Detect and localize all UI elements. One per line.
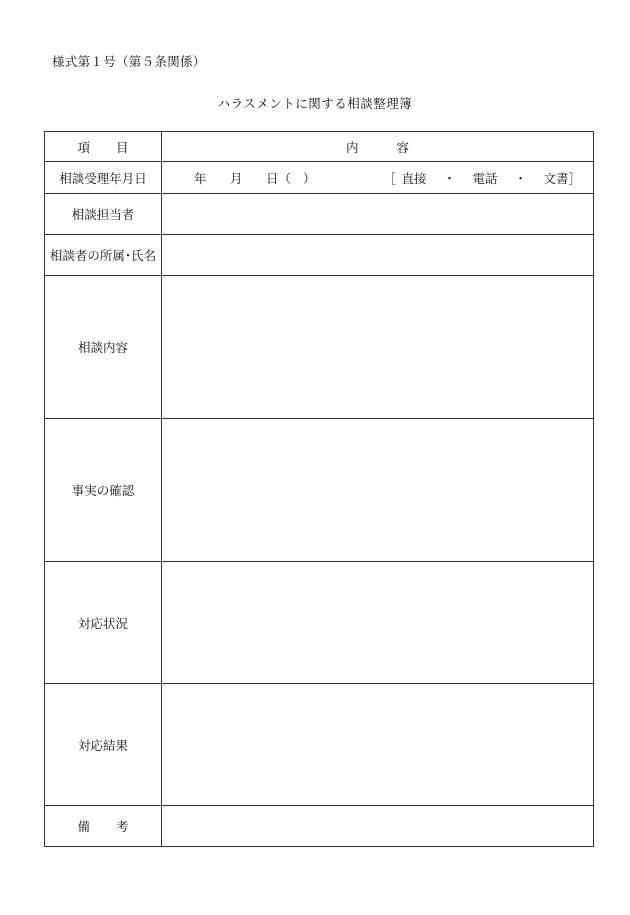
- person-label: 相談者の所属･氏名: [45, 235, 162, 276]
- status-label: 対応状況: [45, 562, 162, 684]
- date-year-label: 年: [194, 170, 207, 186]
- method-document-option[interactable]: 文書: [543, 170, 569, 186]
- date-day-label: 日（: [266, 170, 292, 186]
- remarks-label-part2: 考: [116, 819, 129, 834]
- status-row: [45, 562, 594, 684]
- content-header-part2: 容: [396, 139, 410, 155]
- form-number: 様式第１号（第５条関係）: [52, 54, 206, 69]
- method-phone-option[interactable]: 電話: [472, 170, 498, 186]
- date-month-label: 月: [230, 170, 243, 186]
- remarks-row: [45, 806, 594, 847]
- method-bracket-close: ］: [568, 170, 581, 186]
- method-separator: ・: [514, 170, 527, 186]
- person-row: [45, 235, 594, 276]
- content-header-part1: 内: [345, 139, 359, 155]
- result-row: [45, 684, 594, 806]
- staff-row: [45, 194, 594, 235]
- remarks-label-part1: 備: [77, 819, 90, 834]
- item-header-part2: 目: [116, 139, 129, 155]
- date-weekday-close: ）: [303, 170, 316, 186]
- item-header: [45, 132, 162, 162]
- staff-field[interactable]: [162, 194, 594, 235]
- method-separator: ・: [443, 170, 456, 186]
- consultation-record-table: [44, 131, 594, 847]
- header-row: [45, 132, 594, 162]
- date-row: [45, 162, 594, 194]
- facts-label: 事実の確認: [45, 419, 162, 562]
- facts-row: [45, 419, 594, 562]
- method-direct-option[interactable]: 直接: [401, 170, 427, 186]
- status-field[interactable]: [162, 562, 594, 684]
- date-label: 相談受理年月日: [45, 162, 162, 194]
- details-row: [45, 276, 594, 419]
- staff-label: 相談担当者: [45, 194, 162, 235]
- content-header: [162, 132, 594, 162]
- remarks-field[interactable]: [162, 806, 594, 847]
- item-header-part1: 項: [77, 139, 90, 155]
- remarks-label: [45, 806, 162, 847]
- details-label: 相談内容: [45, 276, 162, 419]
- method-selector: [382, 169, 581, 187]
- date-field[interactable]: [162, 162, 594, 194]
- person-field[interactable]: [162, 235, 594, 276]
- method-bracket-open: ［: [383, 170, 396, 186]
- result-field[interactable]: [162, 684, 594, 806]
- result-label: 対応結果: [45, 684, 162, 806]
- document-title: ハラスメントに関する相談整理簿: [217, 96, 413, 111]
- facts-field[interactable]: [162, 419, 594, 562]
- details-field[interactable]: [162, 276, 594, 419]
